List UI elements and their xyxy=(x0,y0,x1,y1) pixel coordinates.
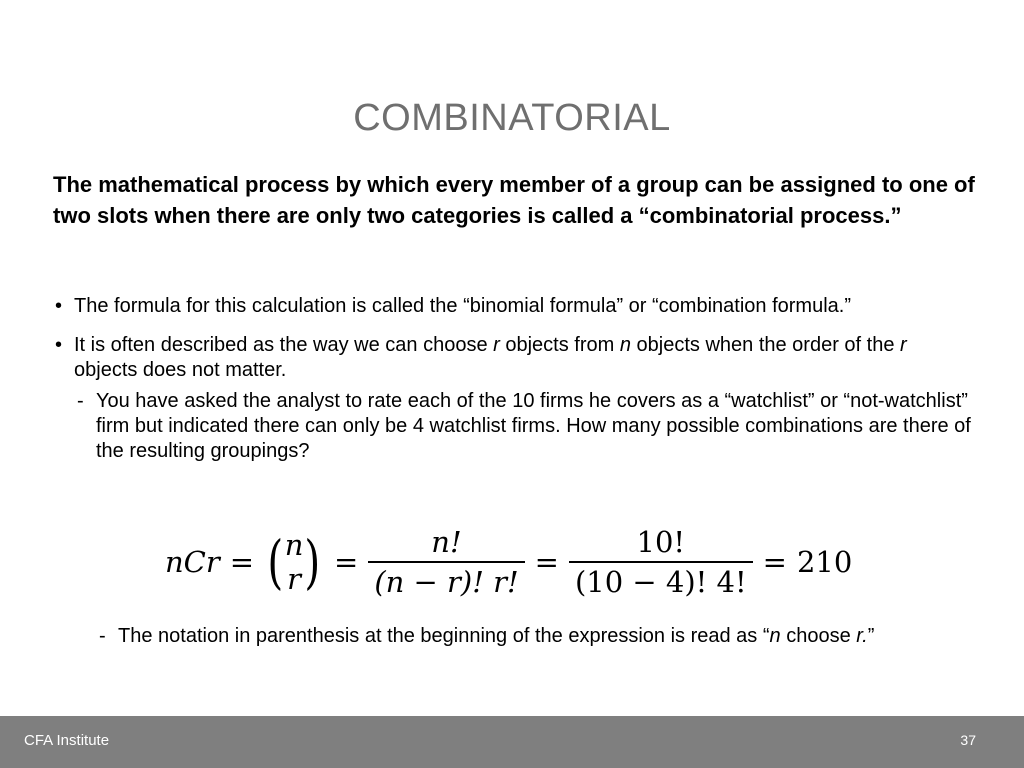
fraction-numerator: n! xyxy=(431,525,462,559)
bullet-list xyxy=(55,294,975,464)
italic-var: r xyxy=(493,334,500,356)
bullet-text: The formula for this calculation is called the “binomial formula” or “combination formula.” xyxy=(74,295,851,317)
binomial-coefficient xyxy=(264,528,324,596)
sub-bullet-text: ” xyxy=(867,625,875,647)
intro-paragraph: The mathematical process by which every member of a group can be assigned to one of two slots when there are only two categories is called a “combinatorial process.” xyxy=(53,172,975,228)
sub-bullet-text: You have asked the analyst to rate each of the 10 firms he covers as a “watchlist” or “not-watchlist” firm but indicated there can only be 4 watchlist firms. How many possible combinations are there of the resulting groupings? xyxy=(96,390,971,462)
sub-bullet-item xyxy=(77,389,976,464)
slide-title: COMBINATORIAL xyxy=(353,97,671,139)
sub-bullet-text: choose xyxy=(780,625,857,647)
bullet-marker: • xyxy=(55,334,63,356)
bullet-text: objects does not matter. xyxy=(74,359,287,381)
italic-var: r. xyxy=(856,625,868,647)
bullet-marker: • xyxy=(55,295,63,317)
fraction-denominator: (10 − 4)! 4! xyxy=(569,561,753,599)
sub-bullet-item xyxy=(99,624,998,649)
right-paren: ) xyxy=(304,528,321,596)
equals-sign: = xyxy=(762,545,787,579)
page-number: 37 xyxy=(960,732,976,748)
bullet-text: objects when the order of the xyxy=(630,334,901,356)
fraction-numeric xyxy=(569,525,753,599)
bullet-text: objects from xyxy=(499,334,620,356)
italic-var: r xyxy=(900,334,907,356)
left-paren: ( xyxy=(267,528,284,596)
fraction-denominator: (n − r)! r! xyxy=(368,561,524,599)
sub-bullet-marker: - xyxy=(77,390,84,412)
formula-result: 210 xyxy=(796,545,853,579)
italic-var: n xyxy=(619,334,631,356)
binom-bottom: r xyxy=(287,562,301,596)
bullet-text: It is often described as the way we can choose xyxy=(74,334,494,356)
bullet-item xyxy=(55,294,975,319)
footer-bar xyxy=(0,716,1024,768)
combination-formula xyxy=(165,516,855,608)
equals-sign: = xyxy=(229,545,255,579)
sub-bullet-text: The notation in parenthesis at the beginning of the expression is read as “ xyxy=(118,625,770,647)
fraction-numerator: 10! xyxy=(636,525,686,559)
italic-var: n xyxy=(769,625,781,647)
footer-brand: CFA Institute xyxy=(24,732,110,749)
fraction-symbolic xyxy=(368,525,524,599)
bullet-item xyxy=(55,333,975,383)
formula-lhs: nCr xyxy=(165,545,220,579)
binom-top: n xyxy=(284,528,304,562)
sub-bullet-marker: - xyxy=(99,625,106,647)
equals-sign: = xyxy=(534,545,559,579)
equals-sign: = xyxy=(334,545,359,579)
